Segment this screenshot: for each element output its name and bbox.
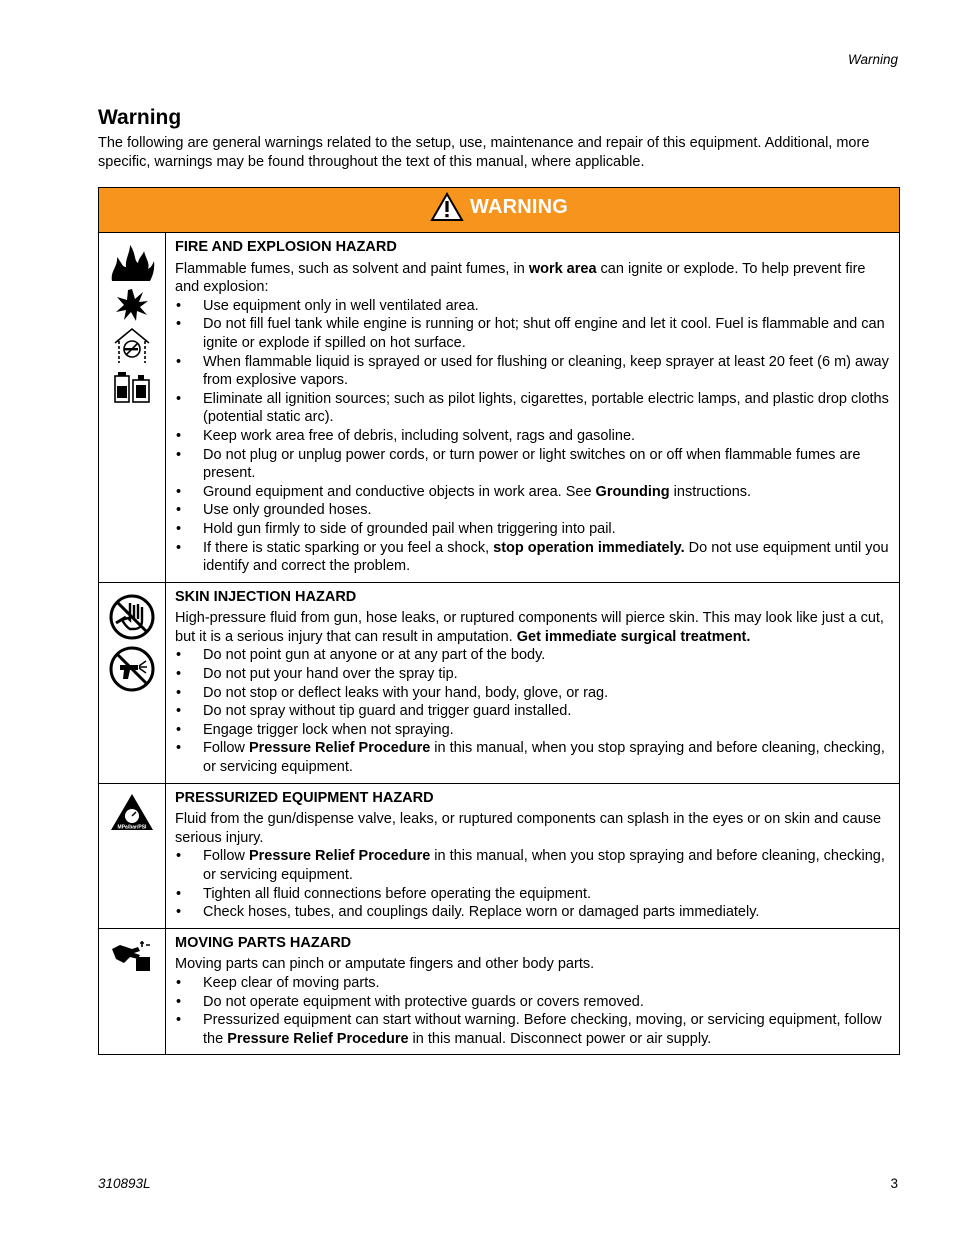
explosion-icon (115, 288, 149, 322)
list-item: • Tighten all fluid connections before operating the equipment. (175, 885, 889, 904)
fire-hazard-title: FIRE AND EXPLOSION HAZARD (175, 239, 397, 255)
list-item: • Do not put your hand over the spray tip. (175, 665, 889, 684)
list-item: • Keep clear of moving parts. (175, 974, 889, 993)
skin-icon-cell (99, 582, 166, 783)
fire-hazard-description: Flammable fumes, such as solvent and paint fumes, in work area can ignite or explode. To help prevent fire and explosion: (175, 260, 866, 296)
list-item: • Check hoses, tubes, and couplings daily. Replace worn or damaged parts immediately. (175, 903, 889, 922)
fire-hazard-text (166, 233, 900, 583)
pressurized-equipment-title: PRESSURIZED EQUIPMENT HAZARD (175, 789, 434, 806)
list-item: • When flammable liquid is sprayed or used for flushing or cleaning, keep sprayer at least 20 feet (6 m) away from explosive vapors. (175, 353, 889, 390)
moving-parts-icon-cell (99, 928, 166, 1055)
moving-parts-description: Moving parts can pinch or amputate fingers and other body parts. (175, 956, 595, 973)
list-item: • Use equipment only in well ventilated area. (175, 297, 889, 316)
fire-icon-cell (99, 233, 166, 583)
intro-paragraph: The following are general warnings related to the setup, use, maintenance and repair of this equipment. Additional, more specific, warnings may be found throughout the text of this manual, where applicable. (98, 135, 870, 170)
moving-parts-list (175, 974, 889, 1048)
fire-hazard-row (99, 233, 900, 583)
gas-can-icon (112, 370, 152, 404)
list-item: • Pressurized equipment can start without warning. Before checking, moving, or servicing equipment, follow the Pressure Relief Procedure in this manual. Disconnect power or air supply. (175, 1011, 889, 1048)
pressurized-equipment-description: Fluid from the gun/dispense valve, leaks, or ruptured components can splash in the eyes or on skin and cause serious injury. (175, 811, 882, 846)
list-item: • Do not point gun at anyone or at any part of the body. (175, 646, 889, 665)
warning-table (98, 187, 900, 1055)
pressure-gauge-icon (109, 792, 155, 832)
skin-injection-row (99, 582, 900, 783)
moving-parts-text (166, 928, 900, 1055)
pressurized-icon-cell (99, 783, 166, 928)
list-item: • Do not plug or unplug power cords, or turn power or light switches on or off when flammable fumes are present. (175, 446, 889, 483)
pressure-units-text: MPa/bar/PSI (117, 824, 147, 831)
list-item: • Do not operate equipment with protective guards or covers removed. (175, 993, 889, 1012)
warning-triangle-icon (430, 192, 464, 222)
moving-parts-title: MOVING PARTS HAZARD (175, 934, 352, 951)
list-item: • Ground equipment and conductive objects in work area. See Grounding instructions. (175, 483, 889, 502)
list-item: • If there is static sparking or you feel a shock, stop operation immediately. Do not use equipment until you identify and correct the problem. (175, 539, 889, 576)
no-smoking-house-icon (112, 327, 152, 365)
skin-injection-title: SKIN INJECTION HAZARD (175, 588, 357, 605)
moving-parts-row (99, 928, 900, 1055)
flame-icon (108, 243, 156, 283)
moving-parts-hand-icon (110, 939, 154, 973)
document-number: 310893L (98, 1176, 151, 1191)
pressurized-equipment-list (175, 847, 889, 921)
fire-hazard-list (175, 297, 889, 576)
pressurized-equipment-text (166, 783, 900, 928)
skin-injection-description: High-pressure fluid from gun, hose leaks, or ruptured components will pierce skin. This may look like just a cut, but it is a serious injury that can result in amputation. Get immediate surgical treatment. (175, 610, 884, 645)
running-head: Warning (847, 52, 898, 67)
skin-injection-text (166, 582, 900, 783)
list-item: • Follow Pressure Relief Procedure in this manual, when you stop spraying and before cleaning, checking, or servicing equipment. (175, 739, 889, 776)
list-item: • Follow Pressure Relief Procedure in this manual, when you stop spraying and before cleaning, checking, or servicing equipment. (175, 847, 889, 884)
warning-header-label: WARNING (469, 195, 569, 218)
no-hand-icon (108, 593, 156, 641)
list-item: • Use only grounded hoses. (175, 501, 889, 520)
pressurized-equipment-row (99, 783, 900, 928)
list-item: • Eliminate all ignition sources; such as pilot lights, cigarettes, portable electric lamps, and plastic drop cloths (potential static arc). (175, 390, 889, 427)
skin-injection-list (175, 646, 889, 776)
page-number: 3 (890, 1176, 898, 1191)
list-item: • Keep work area free of debris, including solvent, rags and gasoline. (175, 427, 889, 446)
list-item: • Do not spray without tip guard and trigger guard installed. (175, 702, 889, 721)
warning-header-row (99, 188, 900, 233)
warning-header (99, 188, 900, 233)
list-item: • Hold gun firmly to side of grounded pail when triggering into pail. (175, 520, 889, 539)
page-title: Warning (98, 106, 182, 129)
list-item: • Do not stop or deflect leaks with your hand, body, glove, or rag. (175, 684, 889, 703)
no-spray-gun-icon (108, 645, 156, 693)
list-item: • Do not fill fuel tank while engine is running or hot; shut off engine and let it cool. Fuel is flammable and can ignite or explode if spilled on hot surface. (175, 315, 889, 352)
list-item: • Engage trigger lock when not spraying. (175, 721, 889, 740)
